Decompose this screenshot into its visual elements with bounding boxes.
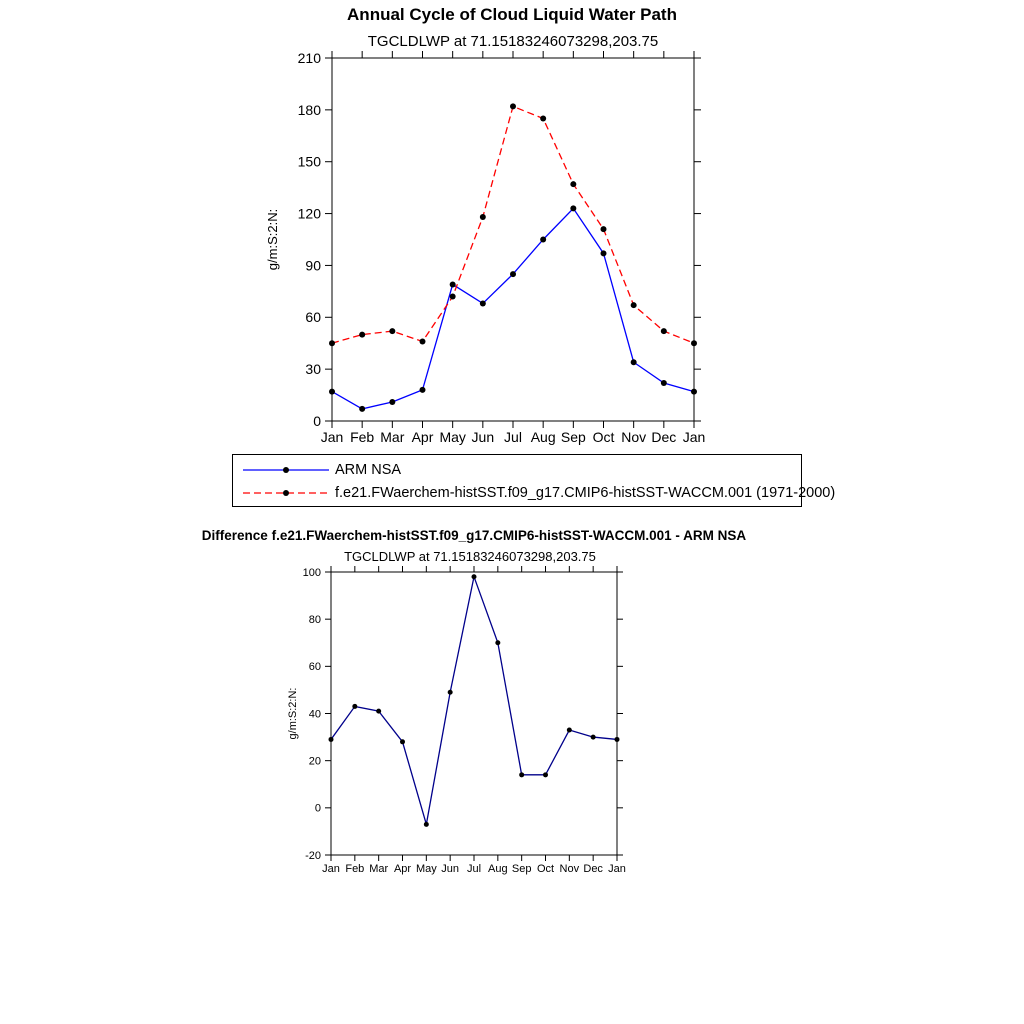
data-point (376, 709, 381, 714)
series-line-0 (331, 577, 617, 825)
data-point (495, 640, 500, 645)
x-tick-label: Oct (536, 863, 555, 875)
data-point (329, 340, 335, 346)
tick-labels (287, 567, 626, 875)
x-tick-label: Apr (411, 429, 434, 445)
y-tick-label: 30 (305, 361, 321, 378)
bottom-chart-title: Difference f.e21.FWaerchem-histSST.f09_g17.CMIP6-histSST-WACCM.001 - ARM NSA (201, 528, 747, 543)
data-point (570, 205, 576, 211)
data-point (540, 237, 546, 243)
y-tick-label: 100 (302, 566, 321, 579)
data-point (359, 332, 365, 338)
series-markers-0 (329, 205, 697, 412)
y-tick-label: 40 (308, 708, 321, 721)
x-tick-label: Dec (583, 863, 603, 875)
legend-marker (283, 467, 289, 473)
data-point (601, 250, 607, 256)
x-tick-label: Aug (488, 863, 508, 875)
data-point (661, 328, 667, 334)
x-tick-label: Jun (441, 863, 460, 875)
top-chart-title: Annual Cycle of Cloud Liquid Water Path (347, 5, 677, 24)
y-tick-label: 80 (308, 614, 321, 627)
top-chart-subtitle: TGCLDLWP at 71.15183246073298,203.75 (367, 33, 659, 50)
x-tick-label: Apr (393, 863, 412, 875)
legend-entry-model (241, 481, 836, 504)
data-point (424, 822, 429, 827)
data-point (389, 328, 395, 334)
x-tick-label: Jul (466, 863, 482, 875)
bottom-chart-plot (250, 562, 680, 892)
legend-label-arm-nsa: ARM NSA (335, 461, 402, 478)
data-point (450, 294, 456, 300)
x-tick-label: Nov (621, 429, 647, 445)
x-tick-label: Mar (380, 429, 405, 445)
y-tick-label: 20 (308, 755, 321, 768)
series-line-0 (332, 208, 694, 409)
data-point (519, 772, 524, 777)
data-point (567, 728, 572, 733)
x-tick-label: Jan (608, 863, 626, 875)
data-point (661, 380, 667, 386)
data-point (631, 359, 637, 365)
x-tick-label: May (415, 863, 437, 875)
data-point (389, 399, 395, 405)
x-tick-label: Oct (592, 429, 615, 445)
x-tick-label: Jul (504, 429, 522, 445)
data-point (450, 281, 456, 287)
data-point (472, 574, 477, 579)
data-point (601, 226, 607, 232)
data-point (480, 300, 486, 306)
x-tick-label: Jan (682, 429, 706, 445)
legend-marker (283, 490, 289, 496)
y-tick-label: 60 (308, 661, 321, 674)
axes (325, 566, 623, 861)
plot-frame (331, 572, 617, 855)
y-tick-label: -20 (305, 849, 321, 862)
data-point (631, 302, 637, 308)
data-point (420, 338, 426, 344)
data-point (329, 737, 334, 742)
x-tick-label: Dec (651, 429, 677, 445)
data-point (352, 704, 357, 709)
y-tick-label: 180 (297, 101, 321, 118)
y-tick-label: 0 (313, 412, 321, 429)
x-tick-label: Sep (560, 429, 586, 445)
bottom-chart-subtitle: TGCLDLWP at 71.15183246073298,203.75 (344, 549, 596, 564)
series-line-1 (332, 106, 694, 343)
legend-sample-model (241, 484, 331, 502)
y-tick-label: 210 (297, 49, 321, 66)
data-point (691, 340, 697, 346)
data-point (480, 214, 486, 220)
data-point (400, 739, 405, 744)
top-chart-plot (238, 48, 778, 450)
data-point (591, 735, 596, 740)
x-tick-label: Jun (471, 429, 495, 445)
y-tick-label: 120 (297, 205, 321, 222)
y-tick-label: 60 (305, 309, 321, 326)
y-axis-label: g/m:S:2:N: (265, 208, 280, 271)
y-tick-label: 90 (305, 257, 321, 274)
tick-labels (265, 50, 705, 445)
legend-sample-arm-nsa (241, 461, 331, 479)
data-point (448, 690, 453, 695)
series-markers-0 (329, 574, 620, 827)
x-tick-label: Aug (530, 429, 556, 445)
data-point (510, 103, 516, 109)
x-tick-label: Nov (559, 863, 580, 875)
legend-entry-arm-nsa (241, 458, 801, 481)
data-point (615, 737, 620, 742)
x-tick-label: Jan (320, 429, 344, 445)
y-axis-label: g/m:S:2:N: (287, 687, 299, 740)
x-tick-label: Mar (369, 863, 389, 875)
x-tick-label: Feb (345, 863, 365, 875)
data-point (540, 116, 546, 122)
y-tick-label: 150 (297, 153, 321, 170)
x-tick-label: Sep (511, 863, 532, 875)
x-tick-label: Jan (322, 863, 340, 875)
data-point (543, 772, 548, 777)
legend-box (232, 454, 836, 507)
data-point (359, 406, 365, 412)
y-tick-label: 0 (314, 802, 321, 815)
series-markers-1 (329, 103, 697, 346)
x-tick-label: May (439, 429, 466, 445)
data-point (570, 181, 576, 187)
data-point (510, 271, 516, 277)
data-point (329, 389, 335, 395)
data-point (691, 389, 697, 395)
data-point (420, 387, 426, 393)
legend-label-model: f.e21.FWaerchem-histSST.f09_g17.CMIP6-histSST-WACCM.001 (1971-2000) (335, 484, 836, 501)
x-tick-label: Feb (350, 429, 375, 445)
